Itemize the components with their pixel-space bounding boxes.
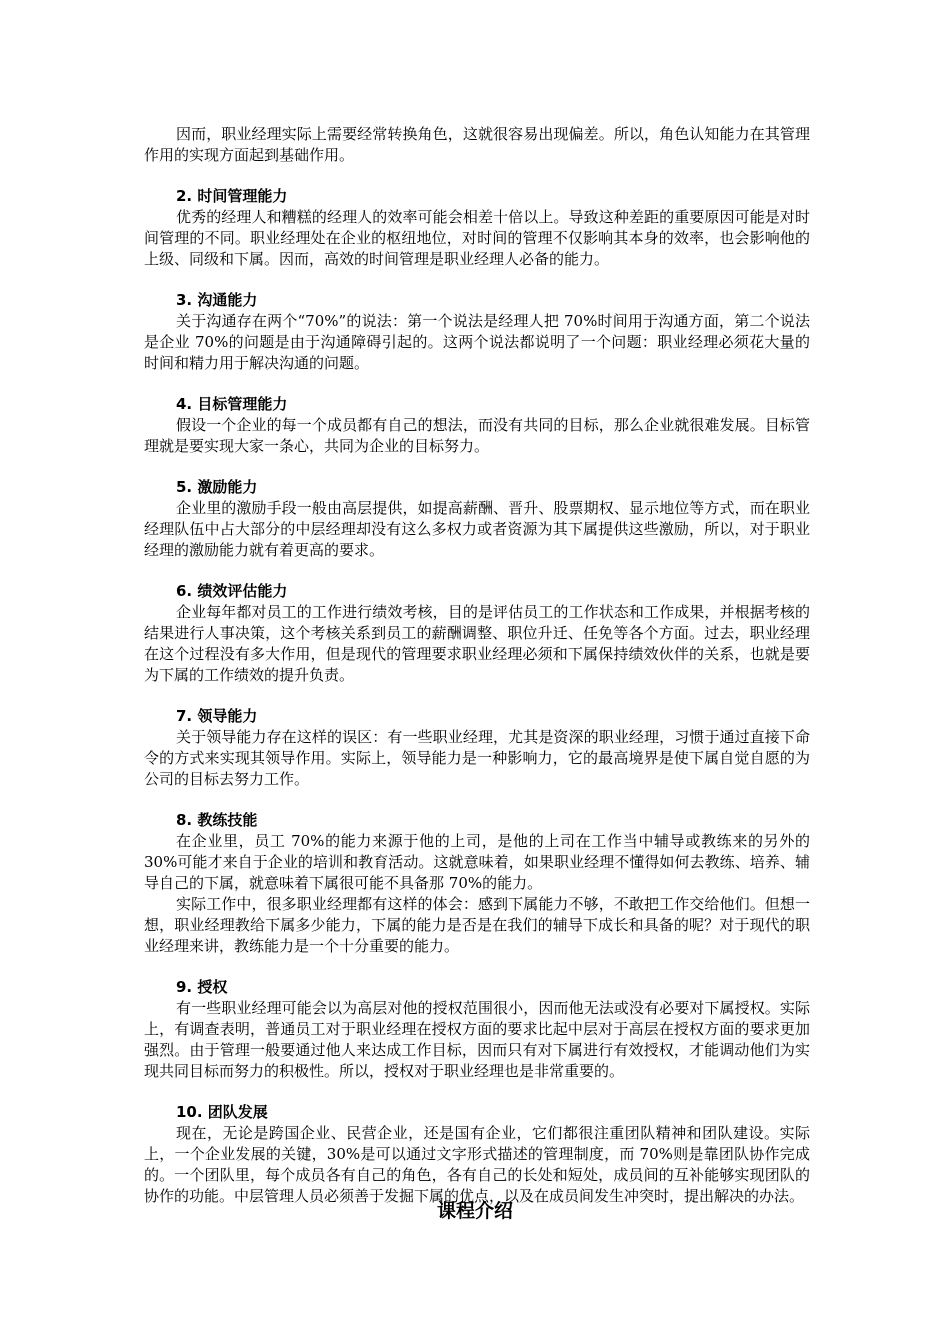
section-heading: 2. 时间管理能力 <box>176 187 288 205</box>
section-coaching <box>144 810 810 957</box>
section-heading: 3. 沟通能力 <box>176 291 258 309</box>
section-heading: 8. 教练技能 <box>176 811 258 829</box>
course-introduction-title: 课程介绍 <box>436 1200 513 1222</box>
section-leadership <box>144 706 810 790</box>
section-heading: 6. 绩效评估能力 <box>176 582 288 600</box>
section-paragraph: 现在，无论是跨国企业、民营企业，还是国有企业，它们都很注重团队精神和团队建设。实际上，一个企业发展的关键，30%是可以通过文字形式描述的管理制度，而 70%则是靠团队协作完成的。一个团队里，每个成员各有自己的角色，各有自己的长处和短处，成员间的互补能够实现团队的协作的功能。中层管理人员必须善于发掘下属的优点，以及在成员间发生冲突时，提出解决的办法。 <box>144 1124 810 1205</box>
document-body <box>144 124 810 1207</box>
section-heading: 4. 目标管理能力 <box>176 395 288 413</box>
intro-paragraph: 因而，职业经理实际上需要经常转换角色，这就很容易出现偏差。所以，角色认知能力在其管理作用的实现方面起到基础作用。 <box>144 125 810 164</box>
section-paragraph: 优秀的经理人和糟糕的经理人的效率可能会相差十倍以上。导致这种差距的重要原因可能是对时间管理的不同。职业经理处在企业的枢纽地位，对时间的管理不仅影响其本身的效率，也会影响他的上级、同级和下属。因而，高效的时间管理是职业经理人必备的能力。 <box>144 208 810 268</box>
section-performance-evaluation <box>144 581 810 686</box>
section-heading: 7. 领导能力 <box>176 707 258 725</box>
section-heading: 5. 激励能力 <box>176 478 258 496</box>
section-paragraph: 企业每年都对员工的工作进行绩效考核，目的是评估员工的工作状态和工作成果，并根据考核的结果进行人事决策，这个考核关系到员工的薪酬调整、职位升迁、任免等各个方面。过去，职业经理在这个过程没有多大作用，但是现代的管理要求职业经理必须和下属保持绩效伙伴的关系，也就是要为下属的工作绩效的提升负责。 <box>144 603 810 684</box>
section-delegation <box>144 977 810 1082</box>
section-time-management <box>144 186 810 270</box>
section-goal-management <box>144 394 810 457</box>
section-heading: 9. 授权 <box>176 978 228 996</box>
section-paragraph: 关于沟通存在两个“70%”的说法：第一个说法是经理人把 70%时间用于沟通方面，第二个说法是企业 70%的问题是由于沟通障碍引起的。这两个说法都说明了一个问题：职业经理必须花大量的时间和精力用于解决沟通的问题。 <box>144 312 810 372</box>
section-heading: 10. 团队发展 <box>176 1103 268 1121</box>
section-paragraph: 假设一个企业的每一个成员都有自己的想法，而没有共同的目标，那么企业就很难发展。目标管理就是要实现大家一条心，共同为企业的目标努力。 <box>144 416 810 455</box>
section-motivation <box>144 477 810 561</box>
section-paragraph: 企业里的激励手段一般由高层提供，如提高薪酬、晋升、股票期权、显示地位等方式，而在职业经理队伍中占大部分的中层经理却没有这么多权力或者资源为其下属提供这些激励，所以，对于职业经理的激励能力就有着更高的要求。 <box>144 499 810 559</box>
section-paragraph: 在企业里，员工 70%的能力来源于他的上司，是他的上司在工作当中辅导或教练来的另外的 30%可能才来自于企业的培训和教育活动。这就意味着，如果职业经理不懂得如何去教练、培养、辅导自己的下属，就意味着下属很可能不具备那 70%的能力。 <box>144 832 810 892</box>
section-paragraph: 有一些职业经理可能会以为高层对他的授权范围很小，因而他无法或没有必要对下属授权。实际上，有调查表明，普通员工对于职业经理在授权方面的要求比起中层对于高层在授权方面的要求更加强烈。由于管理一般要通过他人来达成工作目标，因而只有对下属进行有效授权，才能调动他们为实现共同目标而努力的积极性。所以，授权对于职业经理也是非常重要的。 <box>144 999 810 1080</box>
section-paragraph: 实际工作中，很多职业经理都有这样的体会：感到下属能力不够，不敢把工作交给他们。但想一想，职业经理教给下属多少能力，下属的能力是否是在我们的辅导下成长和具备的呢？对于现代的职业经理来讲，教练能力是一个十分重要的能力。 <box>144 895 810 955</box>
section-paragraph: 关于领导能力存在这样的误区：有一些职业经理，尤其是资深的职业经理，习惯于通过直接下命令的方式来实现其领导作用。实际上，领导能力是一种影响力，它的最高境界是使下属自觉自愿的为公司的目标去努力工作。 <box>144 728 810 788</box>
section-team-development <box>144 1102 810 1207</box>
section-communication <box>144 290 810 374</box>
